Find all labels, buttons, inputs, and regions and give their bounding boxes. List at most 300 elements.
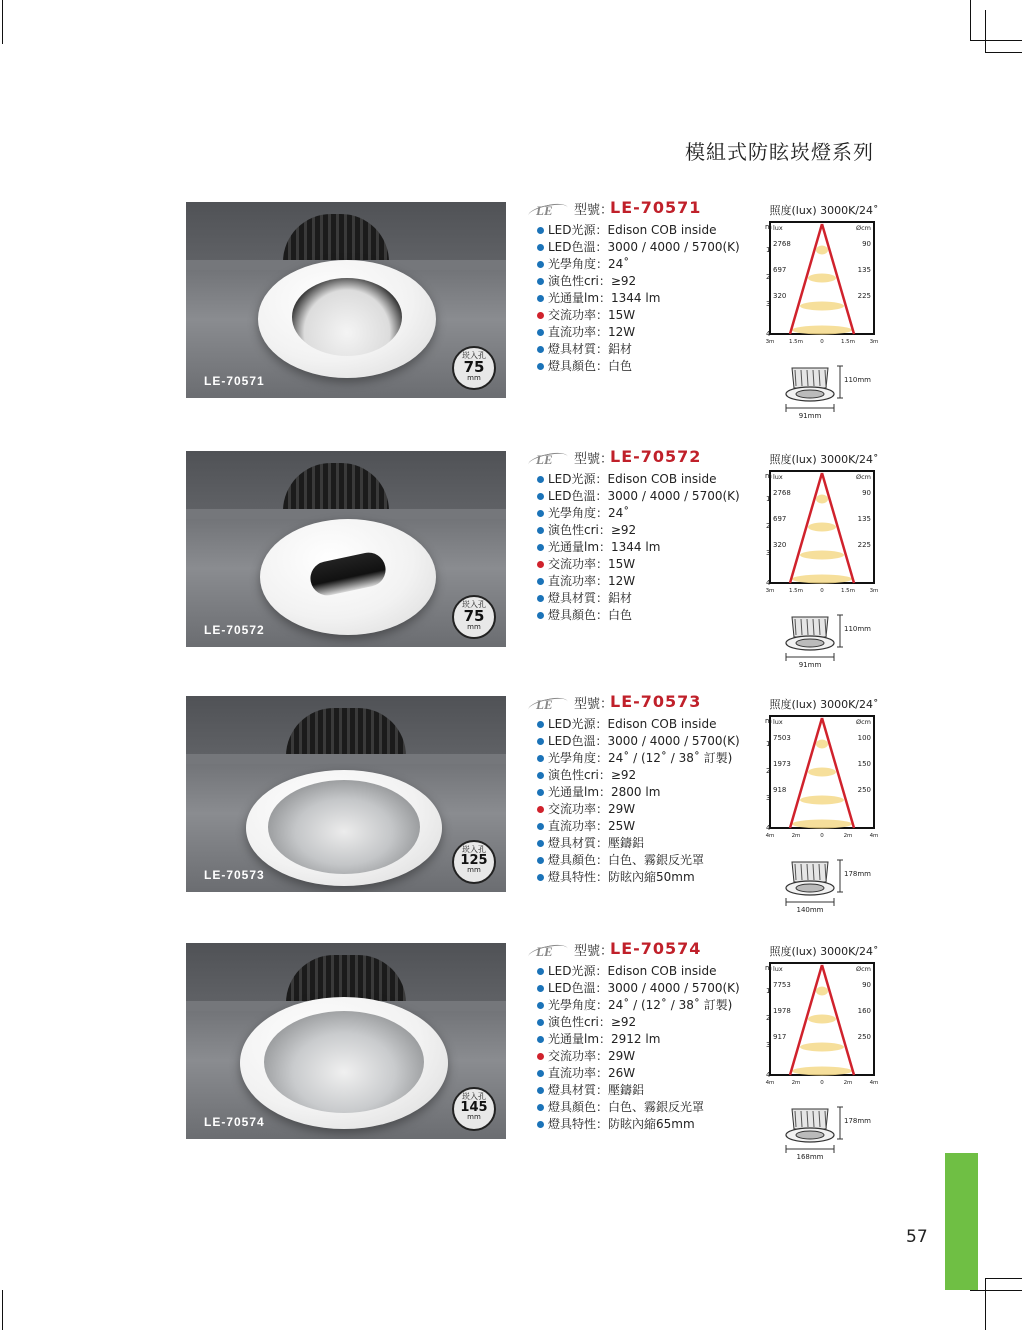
lux-diagram — [764, 218, 884, 358]
spec-text: 燈具特性：防眩內縮65mm — [548, 1117, 695, 1131]
spec-text: 演色性cri：≥92 — [548, 274, 637, 288]
x-tick-label: 2m — [843, 833, 853, 839]
diameter-value: 250 — [857, 786, 871, 794]
lux-title: 照度(lux) 3000K/24˚ — [769, 945, 879, 958]
lux-value: 1973 — [773, 760, 791, 768]
spec-row — [534, 733, 749, 750]
photo-model-label: LE-70574 — [204, 1115, 265, 1129]
diameter-value: 90 — [862, 489, 871, 497]
product-le-70572 — [186, 447, 886, 671]
crop-mark-top-right-h2 — [985, 52, 1022, 53]
lux-value: 697 — [773, 266, 787, 274]
cutout-badge — [452, 840, 496, 884]
beam-glow — [800, 796, 844, 805]
distance-label: 2 — [766, 1014, 771, 1022]
fixture-trim — [246, 770, 442, 886]
axis-lux-label: lux — [773, 224, 783, 232]
axis-m-label: m — [765, 223, 772, 231]
height-dimension: 178mm — [844, 1117, 871, 1125]
spec-list — [534, 939, 749, 1133]
lux-value: 320 — [773, 541, 787, 549]
spec-row — [534, 767, 749, 784]
bullet-dot-icon — [537, 493, 544, 500]
diameter-value: 160 — [857, 1007, 871, 1015]
x-tick-label: 0 — [820, 1080, 824, 1086]
model-number: LE-70572 — [610, 447, 702, 466]
distance-label: 4 — [766, 579, 771, 587]
spec-row — [534, 1048, 749, 1065]
axis-lux-label: lux — [773, 965, 783, 973]
axis-lux-label: lux — [773, 718, 783, 726]
cutout-value: 75 — [463, 358, 485, 376]
beam-glow — [792, 1067, 852, 1076]
crop-mark-top-right-v — [970, 0, 971, 40]
model-number: LE-70573 — [610, 692, 702, 711]
distance-label: 4 — [766, 824, 771, 832]
page-number: 57 — [906, 1227, 928, 1247]
model-number: LE-70574 — [610, 939, 702, 958]
cutout-label: 崁入孔 — [462, 600, 486, 609]
axis-m-label: m — [765, 472, 772, 480]
diameter-value: 90 — [862, 981, 871, 989]
lux-diagram — [764, 467, 884, 607]
spec-row — [534, 256, 749, 273]
lux-diagram — [764, 712, 884, 852]
fixture-trim — [260, 519, 436, 635]
distance-label: 4 — [766, 330, 771, 338]
spec-text: 光通量lm：1344 lm — [548, 291, 661, 305]
spec-list — [534, 692, 749, 886]
bullet-dot-icon — [537, 227, 544, 234]
bullet-dot-icon — [537, 772, 544, 779]
spec-row — [534, 607, 749, 624]
bullet-dot-icon — [537, 510, 544, 517]
spec-row — [534, 801, 749, 818]
x-tick-label: 0 — [820, 588, 824, 594]
spec-row — [534, 963, 749, 980]
spec-text: LED光源：Edison COB inside — [548, 223, 717, 237]
fixture-body-sketch — [792, 617, 828, 637]
x-tick-label: 3m — [765, 588, 775, 594]
height-dimension: 178mm — [844, 870, 871, 878]
spec-text: 燈具顏色：白色、霧銀反光罩 — [548, 1100, 705, 1114]
spec-row — [534, 505, 749, 522]
axis-dia-label: Øcm — [855, 224, 871, 232]
spec-row — [534, 471, 749, 488]
lux-chart — [764, 451, 884, 669]
fixture-reflector — [268, 780, 420, 874]
spec-header — [534, 447, 749, 471]
spec-text: 燈具顏色：白色 — [548, 359, 633, 373]
distance-label: 2 — [766, 273, 771, 281]
spec-text: 燈具顏色：白色、霧銀反光罩 — [548, 853, 705, 867]
dimension-drawing — [764, 358, 884, 424]
bullet-dot-icon — [537, 789, 544, 796]
bullet-dot-icon — [537, 544, 544, 551]
fixture-body-sketch — [792, 368, 828, 388]
spec-row — [534, 590, 749, 607]
distance-label: 3 — [766, 300, 771, 308]
spec-text: 燈具材質：壓鑄鋁 — [548, 836, 645, 850]
axis-m-label: m — [765, 717, 772, 725]
axis-lux-label: lux — [773, 473, 783, 481]
cutout-label: 崁入孔 — [462, 1092, 486, 1101]
bullet-dot-icon — [537, 1070, 544, 1077]
ceiling-slab — [186, 509, 506, 519]
fixture-body-sketch — [792, 1109, 828, 1129]
x-tick-label: 4m — [869, 1080, 879, 1086]
product-le-70573 — [186, 692, 886, 916]
spec-row — [534, 573, 749, 590]
spec-text: 光通量lm：2800 lm — [548, 785, 661, 799]
width-dimension: 91mm — [798, 412, 822, 420]
spec-text: LED色溫：3000 / 4000 / 5700(K) — [548, 489, 740, 503]
lux-value: 7753 — [773, 981, 791, 989]
x-tick-label: 4m — [765, 1080, 775, 1086]
spec-text: LED光源：Edison COB inside — [548, 964, 717, 978]
spec-text: LED光源：Edison COB inside — [548, 472, 717, 486]
diameter-value: 225 — [857, 292, 871, 300]
bullet-dot-icon — [537, 1019, 544, 1026]
bullet-dot-icon — [537, 857, 544, 864]
spec-row — [534, 1014, 749, 1031]
fixture-reflector — [264, 1011, 424, 1113]
bullet-dot-icon — [537, 721, 544, 728]
spec-row — [534, 273, 749, 290]
distance-label: 1 — [766, 987, 771, 995]
spec-text: 交流功率：15W — [548, 308, 636, 322]
spec-row — [534, 239, 749, 256]
distance-label: 1 — [766, 495, 771, 503]
bullet-dot-icon — [537, 1121, 544, 1128]
fixture-trim — [258, 260, 436, 378]
lux-title: 照度(lux) 3000K/24˚ — [769, 204, 879, 217]
bullet-dot-icon — [537, 874, 544, 881]
axis-m-label: m — [765, 964, 772, 972]
brand-logo: LE — [536, 944, 553, 959]
height-dimension: 110mm — [844, 625, 871, 633]
diameter-value: 150 — [857, 760, 871, 768]
brand-logo: LE — [536, 452, 553, 467]
bullet-dot-icon — [537, 985, 544, 992]
spec-row — [534, 1099, 749, 1116]
spec-row — [534, 750, 749, 767]
bullet-dot-icon — [537, 476, 544, 483]
lux-chart — [764, 943, 884, 1161]
lux-chart — [764, 696, 884, 914]
product-photo — [186, 451, 506, 647]
distance-label: 2 — [766, 767, 771, 775]
x-tick-label: 1.5m — [840, 339, 856, 345]
fixture-opening-sketch — [796, 1131, 824, 1139]
x-tick-label: 1.5m — [788, 588, 804, 594]
crop-mark-bottom-right-h — [985, 1278, 1022, 1279]
spec-text: 燈具材質：壓鑄鋁 — [548, 1083, 645, 1097]
beam-glow — [816, 987, 828, 996]
width-dimension: 140mm — [796, 906, 824, 914]
x-tick-label: 4m — [869, 833, 879, 839]
ceiling-slab — [186, 754, 506, 764]
diameter-value: 100 — [857, 734, 871, 742]
spec-text: 直流功率：26W — [548, 1066, 636, 1080]
cutout-value: 75 — [463, 607, 485, 625]
fixture-trim — [240, 997, 448, 1129]
bullet-dot-icon — [537, 806, 544, 813]
bullet-dot-icon — [537, 261, 544, 268]
dimension-drawing — [764, 852, 884, 918]
lux-value: 918 — [773, 786, 787, 794]
model-key-label: 型號： — [574, 697, 614, 712]
axis-dia-label: Øcm — [855, 473, 871, 481]
spec-text: 光學角度：24˚ — [548, 506, 630, 520]
dimension-drawing — [764, 607, 884, 673]
spec-row — [534, 290, 749, 307]
beam-glow — [808, 523, 836, 532]
diameter-value: 250 — [857, 1033, 871, 1041]
cutout-badge — [452, 346, 496, 390]
spec-text: 直流功率：12W — [548, 325, 636, 339]
bullet-dot-icon — [537, 561, 544, 568]
bullet-dot-icon — [537, 595, 544, 602]
cutout-unit: mm — [467, 866, 481, 874]
spec-row — [534, 869, 749, 886]
height-dimension: 110mm — [844, 376, 871, 384]
beam-glow — [816, 495, 828, 504]
width-dimension: 91mm — [798, 661, 822, 669]
spec-header — [534, 939, 749, 963]
crop-mark-bottom-left — [2, 1290, 3, 1330]
spec-row — [534, 716, 749, 733]
cutout-badge — [452, 595, 496, 639]
beam-glow — [808, 768, 836, 777]
diameter-value: 90 — [862, 240, 871, 248]
spec-row — [534, 539, 749, 556]
spec-row — [534, 980, 749, 997]
page-title: 模組式防眩崁燈系列 — [685, 140, 874, 164]
spec-text: 交流功率：15W — [548, 557, 636, 571]
x-tick-label: 4m — [765, 833, 775, 839]
diameter-value: 225 — [857, 541, 871, 549]
bullet-dot-icon — [537, 363, 544, 370]
spec-row — [534, 818, 749, 835]
crop-mark-top-right-v2 — [985, 10, 986, 52]
bullet-dot-icon — [537, 578, 544, 585]
spec-text: 交流功率：29W — [548, 1049, 636, 1063]
spec-text: 光學角度：24˚ / (12˚ / 38˚ 訂製) — [548, 998, 733, 1012]
beam-glow — [800, 302, 844, 311]
lux-value: 320 — [773, 292, 787, 300]
spec-row — [534, 852, 749, 869]
spec-text: 燈具顏色：白色 — [548, 608, 633, 622]
lux-chart — [764, 202, 884, 420]
product-photo — [186, 696, 506, 892]
photo-model-label: LE-70571 — [204, 374, 265, 388]
lux-value: 7503 — [773, 734, 791, 742]
cutout-unit: mm — [467, 374, 481, 382]
spec-row — [534, 1116, 749, 1133]
bullet-dot-icon — [537, 1036, 544, 1043]
spec-row — [534, 222, 749, 239]
lux-value: 697 — [773, 515, 787, 523]
spec-header — [534, 198, 749, 222]
photo-model-label: LE-70572 — [204, 623, 265, 637]
product-le-70574 — [186, 939, 886, 1163]
bullet-dot-icon — [537, 1104, 544, 1111]
product-photo — [186, 943, 506, 1139]
x-tick-label: 0 — [820, 339, 824, 345]
model-key-label: 型號： — [574, 452, 614, 467]
spec-text: 直流功率：25W — [548, 819, 636, 833]
fixture-reflector — [292, 278, 402, 356]
lux-value: 917 — [773, 1033, 787, 1041]
bullet-dot-icon — [537, 738, 544, 745]
spec-row — [534, 1031, 749, 1048]
model-key-label: 型號： — [574, 944, 614, 959]
model-key-label: 型號： — [574, 203, 614, 218]
lux-value: 1978 — [773, 1007, 791, 1015]
diameter-value: 135 — [857, 266, 871, 274]
model-number: LE-70571 — [610, 198, 702, 217]
axis-dia-label: Øcm — [855, 965, 871, 973]
cutout-badge — [452, 1087, 496, 1131]
spec-row — [534, 341, 749, 358]
spec-header — [534, 692, 749, 716]
spec-row — [534, 358, 749, 375]
lux-value: 2768 — [773, 240, 791, 248]
bullet-dot-icon — [537, 527, 544, 534]
spec-row — [534, 324, 749, 341]
bullet-dot-icon — [537, 312, 544, 319]
distance-label: 3 — [766, 549, 771, 557]
bullet-dot-icon — [537, 278, 544, 285]
distance-label: 3 — [766, 1041, 771, 1049]
spec-text: 光學角度：24˚ — [548, 257, 630, 271]
spec-text: 演色性cri：≥92 — [548, 523, 637, 537]
spec-row — [534, 556, 749, 573]
x-tick-label: 1.5m — [788, 339, 804, 345]
beam-glow — [808, 274, 836, 283]
cutout-label: 崁入孔 — [462, 845, 486, 854]
spec-text: LED光源：Edison COB inside — [548, 717, 717, 731]
spec-row — [534, 997, 749, 1014]
beam-glow — [816, 740, 828, 749]
crop-mark-top-right-h — [970, 40, 1022, 41]
section-tab — [945, 1153, 978, 1290]
spec-list — [534, 198, 749, 375]
bullet-dot-icon — [537, 1002, 544, 1009]
bullet-dot-icon — [537, 1087, 544, 1094]
x-tick-label: 2m — [843, 1080, 853, 1086]
bullet-dot-icon — [537, 968, 544, 975]
distance-label: 1 — [766, 740, 771, 748]
bullet-dot-icon — [537, 329, 544, 336]
distance-label: 1 — [766, 246, 771, 254]
bullet-dot-icon — [537, 840, 544, 847]
product-photo — [186, 202, 506, 398]
x-tick-label: 0 — [820, 833, 824, 839]
distance-label: 2 — [766, 522, 771, 530]
spec-text: 燈具材質：鋁材 — [548, 342, 633, 356]
beam-glow — [816, 246, 828, 255]
x-tick-label: 2m — [791, 1080, 801, 1086]
cutout-label: 崁入孔 — [462, 351, 486, 360]
spec-row — [534, 784, 749, 801]
spec-row — [534, 1082, 749, 1099]
spec-text: 光學角度：24˚ / (12˚ / 38˚ 訂製) — [548, 751, 733, 765]
cutout-value: 125 — [460, 853, 488, 868]
bullet-dot-icon — [537, 244, 544, 251]
x-tick-label: 2m — [791, 833, 801, 839]
fixture-opening-sketch — [796, 390, 824, 398]
spec-text: 交流功率：29W — [548, 802, 636, 816]
spec-row — [534, 307, 749, 324]
fixture-opening-sketch — [796, 639, 824, 647]
beam-glow — [792, 820, 852, 829]
crop-mark-bottom-right-v — [985, 1278, 986, 1330]
x-tick-label: 3m — [869, 339, 879, 345]
spec-text: 燈具材質：鋁材 — [548, 591, 633, 605]
beam-glow — [808, 1015, 836, 1024]
width-dimension: 168mm — [796, 1153, 824, 1161]
spec-text: LED色溫：3000 / 4000 / 5700(K) — [548, 981, 740, 995]
fixture-opening-sketch — [796, 884, 824, 892]
spec-text: 直流功率：12W — [548, 574, 636, 588]
beam-glow — [800, 1043, 844, 1052]
brand-logo: LE — [536, 697, 553, 712]
bullet-dot-icon — [537, 1053, 544, 1060]
fixture-reflector — [307, 549, 388, 598]
beam-glow — [792, 575, 852, 584]
brand-logo: LE — [536, 203, 553, 218]
photo-model-label: LE-70573 — [204, 868, 265, 882]
spec-row — [534, 522, 749, 539]
spec-text: LED色溫：3000 / 4000 / 5700(K) — [548, 240, 740, 254]
lux-value: 2768 — [773, 489, 791, 497]
bullet-dot-icon — [537, 346, 544, 353]
spec-text: 演色性cri：≥92 — [548, 1015, 637, 1029]
lux-diagram — [764, 959, 884, 1099]
bullet-dot-icon — [537, 295, 544, 302]
x-tick-label: 3m — [765, 339, 775, 345]
distance-label: 3 — [766, 794, 771, 802]
spec-row — [534, 1065, 749, 1082]
product-le-70571 — [186, 198, 886, 422]
diameter-value: 135 — [857, 515, 871, 523]
x-tick-label: 3m — [869, 588, 879, 594]
cutout-value: 145 — [460, 1100, 488, 1115]
x-tick-label: 1.5m — [840, 588, 856, 594]
beam-glow — [792, 326, 852, 335]
spec-text: LED色溫：3000 / 4000 / 5700(K) — [548, 734, 740, 748]
crop-mark-bottom-right-h2 — [970, 1290, 1022, 1291]
spec-list — [534, 447, 749, 624]
bullet-dot-icon — [537, 823, 544, 830]
bullet-dot-icon — [537, 612, 544, 619]
spec-text: 燈具特性：防眩內縮50mm — [548, 870, 695, 884]
spec-row — [534, 835, 749, 852]
spec-text: 演色性cri：≥92 — [548, 768, 637, 782]
cutout-unit: mm — [467, 623, 481, 631]
spec-text: 光通量lm：1344 lm — [548, 540, 661, 554]
spec-text: 光通量lm：2912 lm — [548, 1032, 661, 1046]
lux-title: 照度(lux) 3000K/24˚ — [769, 698, 879, 711]
dimension-drawing — [764, 1099, 884, 1165]
lux-title: 照度(lux) 3000K/24˚ — [769, 453, 879, 466]
crop-mark-top-left — [2, 0, 3, 44]
fixture-body-sketch — [792, 862, 828, 882]
spec-row — [534, 488, 749, 505]
axis-dia-label: Øcm — [855, 718, 871, 726]
